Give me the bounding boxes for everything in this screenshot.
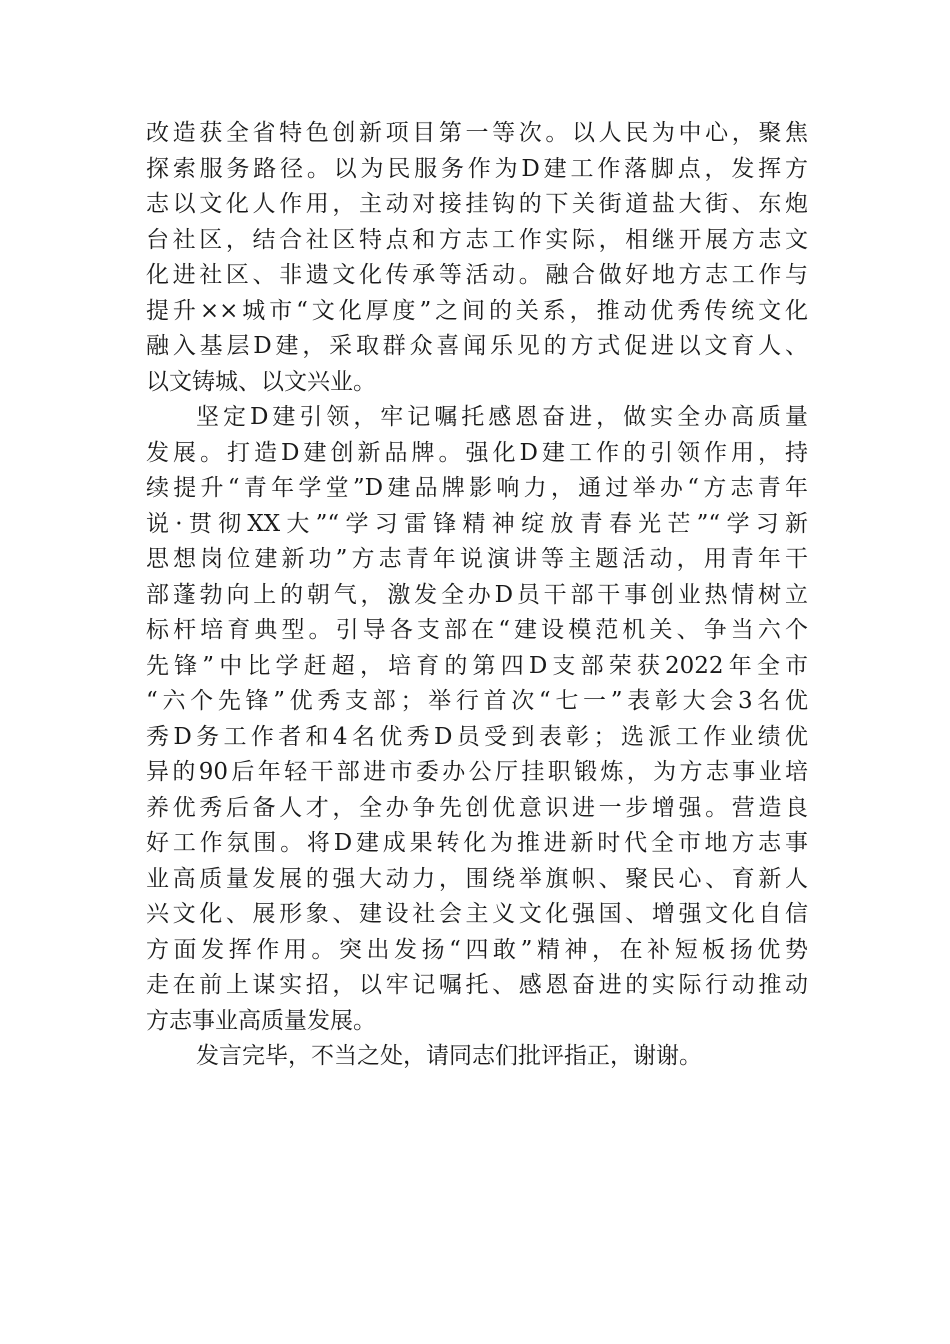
text-line: “六个先锋”优秀支部；举行首次“七一”表彰大会3名优 bbox=[146, 688, 808, 714]
paragraph-1 bbox=[146, 116, 808, 400]
text-line: 志以文化人作用，主动对接挂钩的下关街道盐大街、东炮 bbox=[146, 191, 808, 217]
text-line: 标杆培育典型。引导各支部在“建设模范机关、争当六个 bbox=[146, 617, 808, 643]
text-line: 改造获全省特色创新项目第一等次。以人民为中心，聚焦 bbox=[146, 120, 808, 146]
document-body bbox=[146, 116, 808, 1075]
text-line: 思想岗位建新功”方志青年说演讲等主题活动，用青年干 bbox=[146, 546, 808, 572]
text-line: 方志事业高质量发展。 bbox=[146, 1007, 376, 1034]
text-line: 好工作氛围。将D建成果转化为推进新时代全市地方志事 bbox=[146, 830, 808, 856]
text-line: 提升××城市“文化厚度”之间的关系，推动优秀传统文化 bbox=[146, 297, 808, 324]
text-line: 说·贯彻XX大”“学习雷锋精神绽放青春光芒”“学习新 bbox=[146, 510, 808, 537]
text-line: 养优秀后备人才，全办争先创优意识进一步增强。营造良 bbox=[146, 794, 808, 821]
text-line: 发言完毕，不当之处，请同志们批评指正，谢谢。 bbox=[196, 1043, 702, 1069]
text-line: 先锋”中比学赶超，培育的第四D支部荣获2022年全市 bbox=[146, 652, 808, 679]
text-line: 部蓬勃向上的朝气，激发全办D员干部干事创业热情树立 bbox=[146, 581, 808, 608]
paragraph-3 bbox=[146, 1039, 808, 1075]
text-line: 以文铸城、以文兴业。 bbox=[146, 368, 376, 395]
text-line: 台社区，结合社区特点和方志工作实际，相继开展方志文 bbox=[146, 226, 808, 253]
text-line: 化进社区、非遗文化传承等活动。融合做好地方志工作与 bbox=[146, 262, 808, 288]
text-line: 发展。打造D建创新品牌。强化D建工作的引领作用，持 bbox=[146, 439, 808, 466]
text-line: 坚定D建引领，牢记嘱托感恩奋进，做实全办高质量 bbox=[196, 404, 808, 430]
text-line: 走在前上谋实招，以牢记嘱托、感恩奋进的实际行动推动 bbox=[146, 972, 808, 998]
text-line: 方面发挥作用。突出发扬“四敢”精神，在补短板扬优势 bbox=[146, 936, 808, 963]
text-line: 探索服务路径。以为民服务作为D建工作落脚点，发挥方 bbox=[146, 155, 808, 182]
text-line: 秀D务工作者和4名优秀D员受到表彰；选派工作业绩优 bbox=[146, 723, 808, 750]
text-line: 业高质量发展的强大动力，围绕举旗帜、聚民心、育新人 bbox=[146, 865, 808, 892]
text-line: 续提升“青年学堂”D建品牌影响力，通过举办“方志青年 bbox=[146, 475, 808, 501]
text-line: 融入基层D建，采取群众喜闻乐见的方式促进以文育人、 bbox=[146, 333, 808, 359]
text-line: 兴文化、展形象、建设社会主义文化强国、增强文化自信 bbox=[146, 901, 808, 927]
paragraph-2 bbox=[146, 400, 808, 1039]
text-line: 异的90后年轻干部进市委办公厅挂职锻炼，为方志事业培 bbox=[146, 759, 808, 785]
